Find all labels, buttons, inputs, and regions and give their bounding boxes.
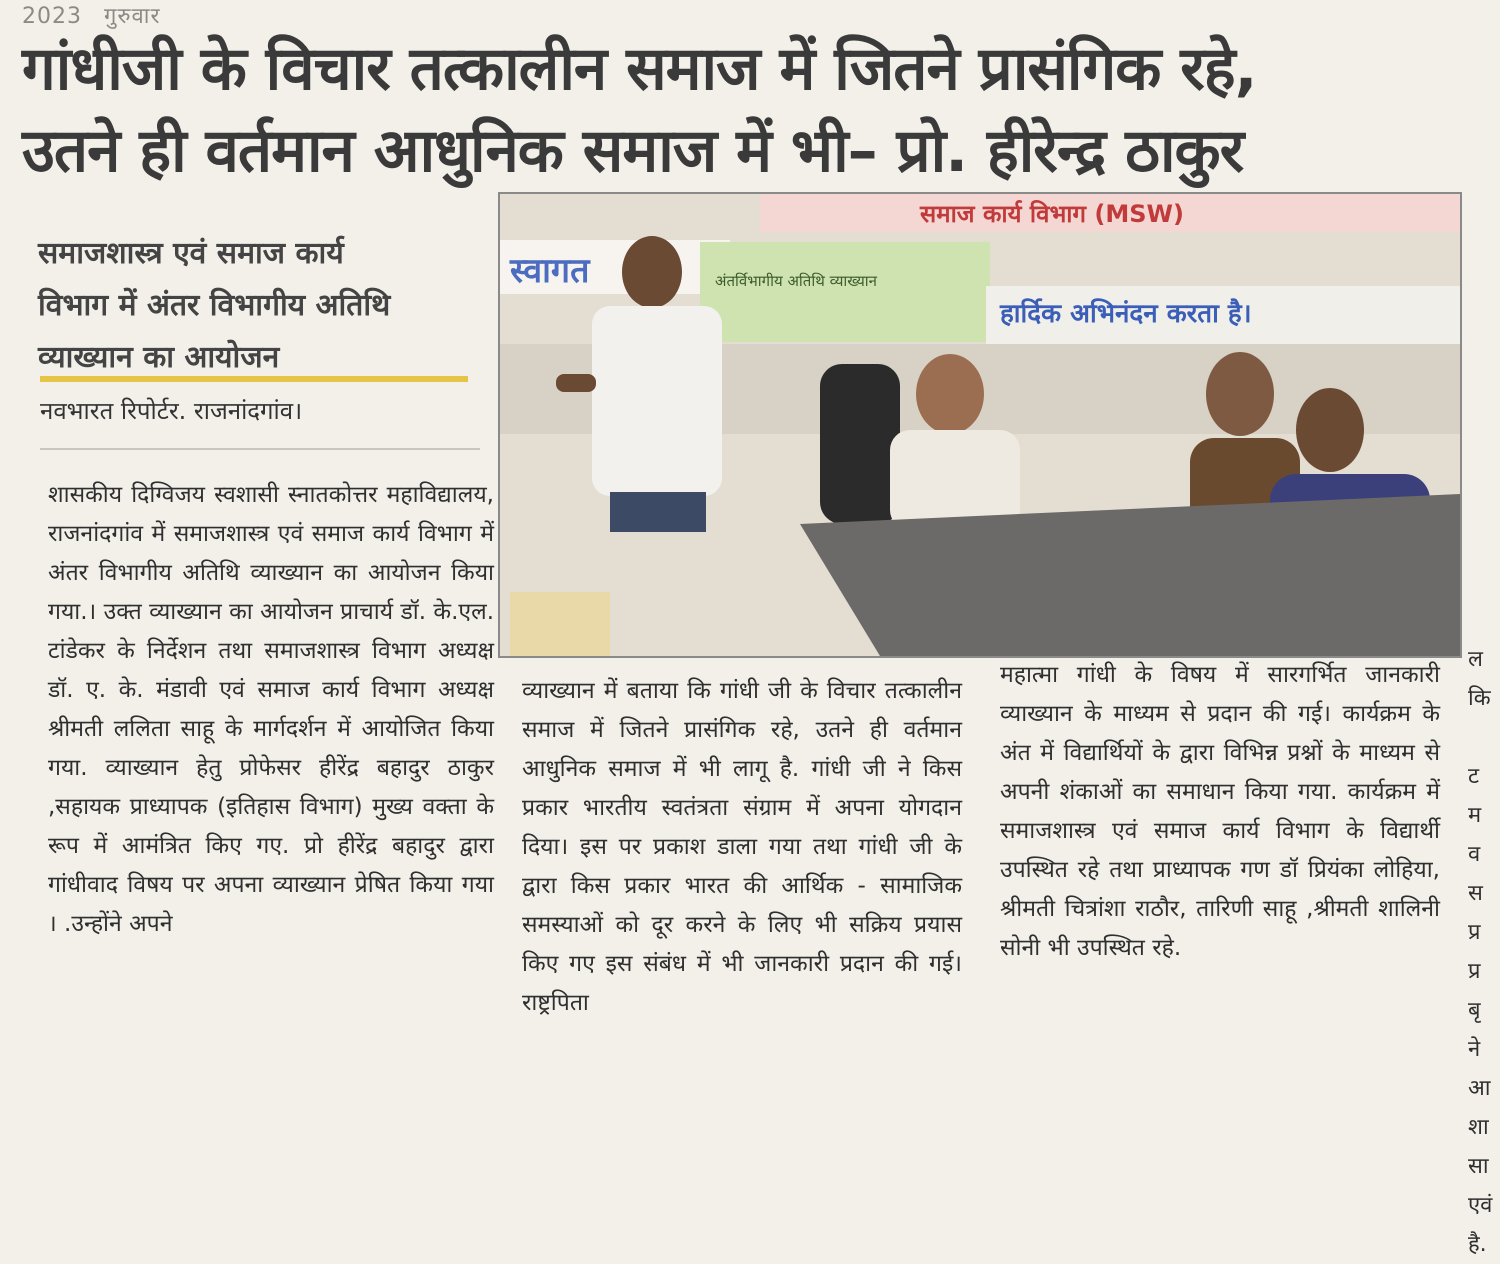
banner-top-text: समाज कार्य विभाग (MSW) bbox=[920, 200, 1184, 228]
edge-line: व bbox=[1468, 842, 1481, 867]
headline-line-2: उतने ही वर्तमान आधुनिक समाज में भी– प्रो. हीरेन्द्र ठाकुर bbox=[22, 116, 1244, 186]
edge-line: सा bbox=[1468, 1154, 1489, 1179]
masthead-day: गुरुवार bbox=[104, 4, 161, 29]
article-column-3: महात्मा गांधी के विषय में सारगर्भित जानकारी व्याख्यान के माध्यम से प्रदान की गई। कार्यक्रम के अंत में विद्यार्थियों के द्वारा विभिन्न प्रश्नों के माध्यम से अपनी शंकाओं का समाधान किया गया. कार्यक्रम में समाजशास्त्र एवं समाज कार्य विभाग के विद्यार्थी उपस्थित रहे तथा प्राध्यापक गण डॉ प्रियंका लोहिया, श्रीमती चित्रांशा राठौर, तारिणी साहू ,श्रीमती शालिनी सोनी भी उपस्थित रहे. bbox=[1000, 662, 1440, 961]
event-photo-illustration bbox=[500, 194, 1460, 656]
chair-shape bbox=[820, 364, 900, 524]
edge-line: आ bbox=[1468, 1076, 1491, 1101]
masthead-year: 2023 bbox=[22, 4, 82, 29]
banner-green-shape bbox=[700, 242, 990, 342]
article-column-1: शासकीय दिग्विजय स्वशासी स्नातकोत्तर महाविद्यालय, राजनांदगांव में समाजशास्त्र एवं समाज कार्य विभाग में अंतर विभागीय अतिथि व्याख्यान का आयोजन किया गया.। उक्त व्याख्यान का आयोजन प्राचार्य डॉ. के.एल. टांडेकर के निर्देशन तथा समाजशास्त्र विभाग अध्यक्ष डॉ. ए. के. मंडावी एवं समाज कार्य विभाग अध्यक्ष श्रीमती ललिता साहू के मार्गदर्शन में आयोजित किया गया. व्याख्यान हेतु प्रोफेसर हीरेंद्र बहादुर ठाकुर ,सहायक प्राध्यापक (इतिहास विभाग) मुख्य वक्ता के रूप में आमंत्रित किए गए. प्रो हीरेंद्र बहादुर द्वारा गांधीवाद विषय पर अपना व्याख्यान प्रेषित किया गया । .उन्होंने अपने bbox=[48, 482, 494, 937]
edge-line: प्र bbox=[1468, 920, 1481, 945]
subhead-line-1: समाजशास्त्र एवं समाज कार्य bbox=[38, 236, 344, 271]
edge-line: शा bbox=[1468, 1115, 1489, 1140]
subheadline bbox=[38, 228, 478, 384]
edge-line bbox=[1468, 718, 1500, 757]
edge-line: कि bbox=[1468, 686, 1491, 711]
event-photo bbox=[498, 192, 1462, 658]
article-column-2: व्याख्यान में बताया कि गांधी जी के विचार तत्कालीन समाज में जितने प्रासंगिक रहे, उतने ही वर्तमान आधुनिक समाज में भी लागू है. गांधी जी ने किस प्रकार भारतीय स्वतंत्रता संग्राम में अपना योगदान दिया। इस पर प्रकाश डाला गया तथा गांधी जी के द्वारा किस प्रकार भारत की आर्थिक - सामाजिक समस्याओं को दूर करने के लिए भी सक्रिय प्रयास किए गए इस संबंध में भी जानकारी प्रदान की गई। राष्ट्रपिता bbox=[522, 678, 962, 1016]
headline-line-1: गांधीजी के विचार तत्कालीन समाज में जितने प्रासंगिक रहे, bbox=[22, 34, 1257, 104]
accent-divider bbox=[40, 376, 468, 382]
banner-green-text: अंतर्विभागीय अतिथि व्याख्यान bbox=[715, 272, 877, 290]
edge-line: स bbox=[1468, 881, 1483, 906]
edge-line: है. bbox=[1468, 1232, 1487, 1257]
banner-left-text: स्वागत bbox=[510, 251, 590, 291]
byline-divider bbox=[40, 448, 480, 450]
edge-line: ल bbox=[1468, 647, 1483, 672]
edge-line: एवं bbox=[1468, 1193, 1493, 1218]
edge-line: बृ bbox=[1468, 998, 1481, 1023]
byline: नवभारत रिपोर्टर. राजनांदगांव। bbox=[40, 397, 303, 425]
edge-line: ट bbox=[1468, 764, 1480, 789]
headline bbox=[22, 28, 1482, 192]
adjacent-article-edge bbox=[1468, 640, 1500, 1264]
edge-line: प्र bbox=[1468, 959, 1481, 984]
subhead-line-2: विभाग में अंतर विभागीय अतिथि bbox=[38, 288, 391, 323]
edge-line: म bbox=[1468, 803, 1482, 828]
edge-line: ने bbox=[1468, 1037, 1481, 1062]
subhead-line-3: व्याख्यान का आयोजन bbox=[38, 340, 280, 375]
banner-blue-text: हार्दिक अभिनंदन करता है। bbox=[1000, 299, 1252, 329]
